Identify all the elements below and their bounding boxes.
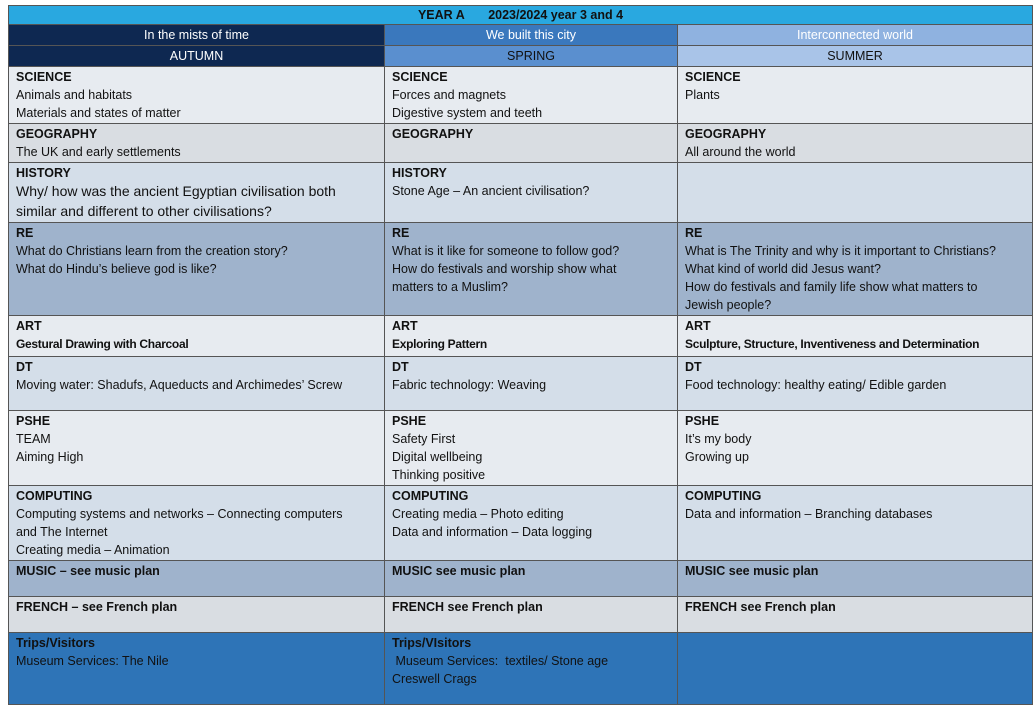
topic-line: It’s my body <box>685 432 752 446</box>
topic-line: How do festivals and worship show what <box>392 262 617 276</box>
autumn-header: AUTUMN <box>9 46 385 67</box>
topic-line: Data and information – Data logging <box>392 525 593 539</box>
topic-line: Growing up <box>685 450 749 464</box>
summer-theme: Interconnected world <box>678 25 1033 46</box>
topic-line: Creating media – Animation <box>16 543 170 557</box>
subject-title: RE <box>392 226 410 240</box>
topic-line: Aiming High <box>16 450 84 464</box>
topic-line: Forces and magnets <box>392 88 506 102</box>
re-summer <box>678 223 1033 316</box>
topic-line: Why/ how was the ancient Egyptian civilisation both <box>16 183 336 199</box>
subject-title: FRENCH see French plan <box>685 600 836 614</box>
computing-row <box>9 486 1033 561</box>
art-summer <box>678 316 1033 357</box>
geography-spring <box>385 124 678 163</box>
curriculum-table <box>8 5 1033 705</box>
history-autumn <box>9 163 385 223</box>
subject-title: PSHE <box>392 414 427 428</box>
geography-autumn <box>9 124 385 163</box>
subject-title: DT <box>16 360 33 374</box>
history-summer <box>678 163 1033 223</box>
topic-line: Food technology: healthy eating/ Edible garden <box>685 378 947 392</box>
topic-line: Plants <box>685 88 720 102</box>
subject-title: PSHE <box>685 414 720 428</box>
subject-title: MUSIC see music plan <box>685 564 819 578</box>
subject-title: HISTORY <box>392 166 447 180</box>
french-autumn <box>9 597 385 633</box>
subject-title: RE <box>16 226 34 240</box>
subject-title: ART <box>685 319 711 333</box>
trips-summer <box>678 633 1033 705</box>
subject-title: GEOGRAPHY <box>16 127 98 141</box>
subject-title: COMPUTING <box>16 489 93 503</box>
subject-title: DT <box>685 360 702 374</box>
topic-line: Digital wellbeing <box>392 450 483 464</box>
topic-line: How do festivals and family life show what matters to <box>685 280 978 294</box>
re-autumn <box>9 223 385 316</box>
french-summer <box>678 597 1033 633</box>
dt-row <box>9 357 1033 411</box>
season-row <box>9 46 1033 67</box>
subject-title: FRENCH see French plan <box>392 600 543 614</box>
topic-line: Jewish people? <box>685 298 772 312</box>
science-summer <box>678 67 1033 124</box>
topic-line: Computing systems and networks – Connecting computers <box>16 507 343 521</box>
re-row <box>9 223 1033 316</box>
dt-spring <box>385 357 678 411</box>
history-row <box>9 163 1033 223</box>
spring-theme: We built this city <box>385 25 678 46</box>
subject-title: MUSIC – see music plan <box>16 564 160 578</box>
subject-title: HISTORY <box>16 166 71 180</box>
subject-title: Trips/Visitors <box>16 636 95 650</box>
topic-line: The UK and early settlements <box>16 145 181 159</box>
trips-spring <box>385 633 678 705</box>
year-label: YEAR A <box>417 8 465 22</box>
year-title <box>9 6 1033 25</box>
subject-title: FRENCH – see French plan <box>16 600 178 614</box>
subject-title: ART <box>392 319 418 333</box>
academic-year-label: 2023/2024 year 3 and 4 <box>488 8 624 22</box>
pshe-summer <box>678 411 1033 486</box>
art-row <box>9 316 1033 357</box>
music-spring <box>385 561 678 597</box>
french-row <box>9 597 1033 633</box>
science-row <box>9 67 1033 124</box>
dt-autumn <box>9 357 385 411</box>
topic-line: matters to a Muslim? <box>392 280 509 294</box>
subject-title: GEOGRAPHY <box>685 127 767 141</box>
topic-line: Fabric technology: Weaving <box>392 378 547 392</box>
subject-title: ART <box>16 319 42 333</box>
science-spring <box>385 67 678 124</box>
music-summer <box>678 561 1033 597</box>
art-spring <box>385 316 678 357</box>
topic-line: All around the world <box>685 145 796 159</box>
topic-line: What is The Trinity and why is it important to Christians? <box>685 244 996 258</box>
topic-line: TEAM <box>16 432 51 446</box>
subject-title: DT <box>392 360 409 374</box>
topic-line: Materials and states of matter <box>16 106 181 120</box>
topic-line: Thinking positive <box>392 468 486 482</box>
topic-line: Safety First <box>392 432 456 446</box>
pshe-spring <box>385 411 678 486</box>
geography-summer <box>678 124 1033 163</box>
subject-title: Trips/VIsitors <box>392 636 472 650</box>
re-spring <box>385 223 678 316</box>
topic-line: Data and information – Branching databases <box>685 507 933 521</box>
subject-title: RE <box>685 226 703 240</box>
topic-line: What kind of world did Jesus want? <box>685 262 881 276</box>
title-row <box>9 6 1033 25</box>
trips-row <box>9 633 1033 705</box>
topic-line: What is it like for someone to follow god? <box>392 244 620 258</box>
subject-title: SCIENCE <box>685 70 741 84</box>
music-autumn <box>9 561 385 597</box>
spring-header: SPRING <box>385 46 678 67</box>
art-autumn <box>9 316 385 357</box>
topic-line: Sculpture, Structure, Inventiveness and Determination <box>685 337 980 351</box>
computing-summer <box>678 486 1033 561</box>
pshe-row <box>9 411 1033 486</box>
summer-header: SUMMER <box>678 46 1033 67</box>
topic-line: Gestural Drawing with Charcoal <box>16 337 189 351</box>
subject-title: MUSIC see music plan <box>392 564 526 578</box>
topic-line: similar and different to other civilisations? <box>16 202 272 219</box>
pshe-autumn <box>9 411 385 486</box>
science-autumn <box>9 67 385 124</box>
topic-line: Creating media – Photo editing <box>392 507 564 521</box>
topic-line: Digestive system and teeth <box>392 106 543 120</box>
topic-line: Animals and habitats <box>16 88 133 102</box>
topic-line: and The Internet <box>16 525 108 539</box>
subject-title: SCIENCE <box>392 70 448 84</box>
dt-summer <box>678 357 1033 411</box>
topic-line: Exploring Pattern <box>392 337 487 351</box>
music-row <box>9 561 1033 597</box>
topic-line: Moving water: Shadufs, Aqueducts and Archimedes’ Screw <box>16 378 343 392</box>
computing-autumn <box>9 486 385 561</box>
topic-line: Museum Services: textiles/ Stone age <box>392 654 609 668</box>
trips-autumn <box>9 633 385 705</box>
subject-title: COMPUTING <box>392 489 469 503</box>
french-spring <box>385 597 678 633</box>
topic-line: Stone Age – An ancient civilisation? <box>392 184 590 198</box>
subject-title: GEOGRAPHY <box>392 127 474 141</box>
topic-line: Museum Services: The Nile <box>16 654 169 668</box>
topic-line: What do Hindu’s believe god is like? <box>16 262 217 276</box>
subject-title: SCIENCE <box>16 70 72 84</box>
theme-row <box>9 25 1033 46</box>
geography-row <box>9 124 1033 163</box>
history-spring <box>385 163 678 223</box>
topic-line: What do Christians learn from the creation story? <box>16 244 288 258</box>
subject-title: COMPUTING <box>685 489 762 503</box>
computing-spring <box>385 486 678 561</box>
subject-title: PSHE <box>16 414 51 428</box>
autumn-theme: In the mists of time <box>9 25 385 46</box>
topic-line: Creswell Crags <box>392 672 477 686</box>
